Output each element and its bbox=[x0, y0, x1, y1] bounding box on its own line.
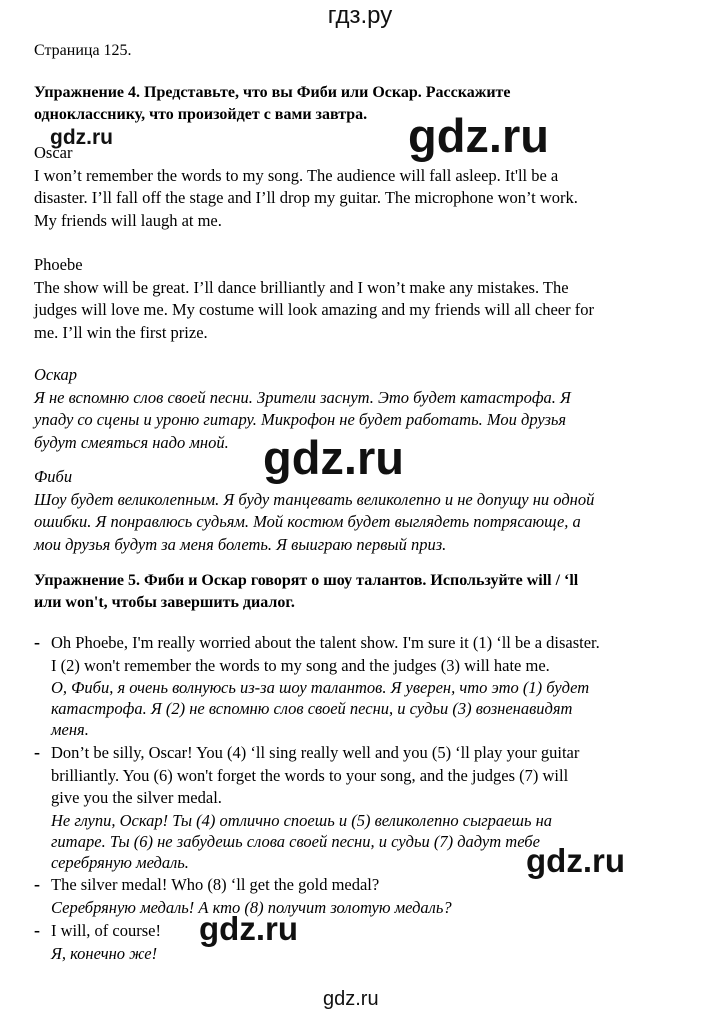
dash-marker: - bbox=[34, 874, 40, 894]
dialog-ru-line: Не глупи, Оскар! Ты (4) отлично споешь и (5) великолепно сыграешь на bbox=[51, 810, 553, 830]
text-line: упаду со сцены и уроню гитару. Микрофон не будет работать. Мои друзья bbox=[34, 410, 567, 429]
dialog-en-line: give you the silver medal. bbox=[51, 788, 222, 807]
phoebe-name: Phoebe bbox=[34, 255, 83, 274]
dash-marker: - bbox=[34, 742, 40, 762]
text-line: будут смеяться надо мной. bbox=[34, 432, 229, 452]
exercise-5-title-line: Упражнение 5. Фиби и Оскар говорят о шоу талантов. Используйте will / ‘ll bbox=[34, 572, 579, 589]
dialog-en-line: The silver medal! Who (8) ‘ll get the gold medal? bbox=[51, 875, 380, 894]
watermark-large: gdz.ru bbox=[263, 431, 404, 484]
dash-marker: - bbox=[34, 632, 40, 652]
dialog-ru-line: меня. bbox=[51, 720, 89, 739]
dialog-en-line: I (2) won't remember the words to my song and the judges (3) will hate me. bbox=[51, 655, 550, 675]
dialog-text bbox=[51, 874, 691, 918]
page-number: Страница 125. bbox=[34, 42, 132, 59]
dialog-item bbox=[34, 920, 694, 966]
watermark-small: gdz.ru bbox=[50, 126, 113, 149]
text-line: judges will love me. My costume will look amazing and my friends will all cheer for bbox=[34, 300, 594, 319]
exercise-5-title-line: или won't, чтобы завершить диалог. bbox=[34, 594, 295, 611]
text-line: Шоу будет великолепным. Я буду танцевать великолепно и не допущу ни одной bbox=[34, 489, 595, 509]
exercise-4-title-line: однокласснику, что произойдет с вами завтра. bbox=[34, 106, 368, 123]
dialog-ru-line: Серебряную медаль! А кто (8) получит золотую медаль? bbox=[51, 897, 452, 917]
text-line: ошибки. Я понравлюсь судьям. Мой костюм будет выглядеть потрясающе, а bbox=[34, 512, 581, 531]
dialog-ru-line: катастрофа. Я (2) не вспомню слов своей песни, и судьи (3) возненавидят bbox=[51, 699, 573, 718]
footer-watermark: gdz.ru bbox=[323, 988, 379, 1010]
text-line: The show will be great. I’ll dance brilliantly and I won’t make any mistakes. The bbox=[34, 277, 569, 297]
oscar-name: Oscar bbox=[34, 143, 73, 162]
site-header: гдз.ру bbox=[327, 2, 393, 29]
dialog-item bbox=[34, 874, 694, 920]
dialog-ru-line: Я, конечно же! bbox=[51, 943, 158, 963]
dialog-ru-line: серебряную медаль. bbox=[51, 852, 189, 872]
dialog-en-line: brilliantly. You (6) won't forget the words to your song, and the judges (7) will bbox=[51, 765, 569, 785]
exercise-4-title-line: Упражнение 4. Представьте, что вы Фиби или Оскар. Расскажите bbox=[34, 84, 511, 101]
text-line: My friends will laugh at me. bbox=[34, 210, 222, 230]
dialog-ru-line: гитаре. Ты (6) не забудешь слова своей песни, и судьи (7) дадут тебе bbox=[51, 831, 540, 851]
text-line: Я не вспомню слов своей песни. Зрители заснут. Это будет катастрофа. Я bbox=[34, 387, 571, 407]
dash-marker: - bbox=[34, 920, 40, 940]
text-line: me. I’ll win the first prize. bbox=[34, 322, 208, 342]
phoebe-ru-name: Фиби bbox=[34, 467, 73, 486]
text-line: disaster. I’ll fall off the stage and I’ll drop my guitar. The microphone won’t work. bbox=[34, 188, 578, 207]
dialog-item bbox=[34, 632, 694, 740]
text-line: I won’t remember the words to my song. The audience will fall asleep. It'll be a bbox=[34, 165, 559, 185]
text-line: мои друзья будут за меня болеть. Я выиграю первый приз. bbox=[34, 534, 447, 554]
oscar-english bbox=[34, 142, 684, 232]
exercise-5-title bbox=[34, 570, 694, 614]
watermark-medium: gdz.ru bbox=[199, 910, 298, 947]
dialog-text bbox=[51, 920, 691, 964]
dialog-en-line: I will, of course! bbox=[51, 921, 161, 940]
dialog-text bbox=[51, 632, 691, 740]
dialog-en-line: Oh Phoebe, I'm really worried about the talent show. I'm sure it (1) ‘ll be a disaster. bbox=[51, 633, 600, 652]
dialog-ru-line: О, Фиби, я очень волнуюсь из-за шоу талантов. Я уверен, что это (1) будет bbox=[51, 678, 590, 697]
phoebe-english bbox=[34, 254, 684, 344]
watermark-medium: gdz.ru bbox=[526, 842, 625, 879]
dialog-en-line: Don’t be silly, Oscar! You (4) ‘ll sing really well and you (5) ‘ll play your guitar bbox=[51, 743, 580, 762]
watermark-large: gdz.ru bbox=[408, 109, 549, 162]
oscar-ru-name: Оскар bbox=[34, 365, 78, 384]
